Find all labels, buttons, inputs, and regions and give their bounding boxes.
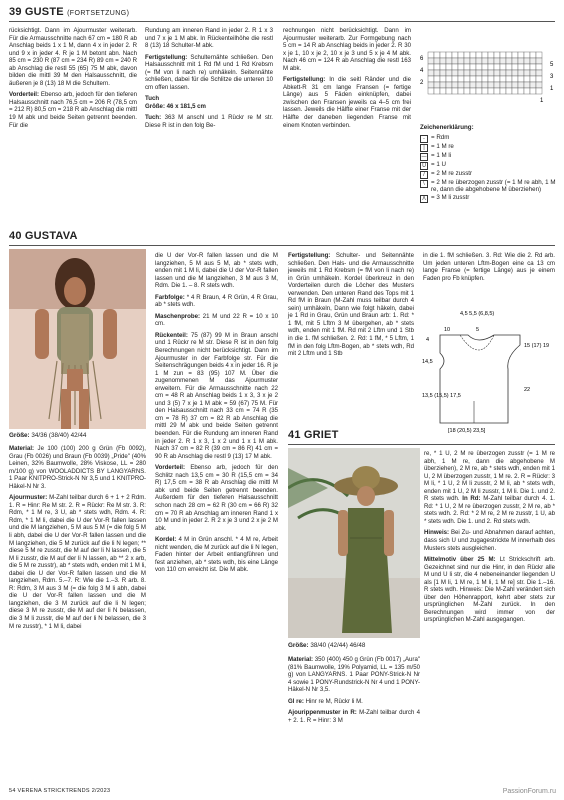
watermark: PassionForum.ru — [502, 788, 556, 795]
chart-cell — [524, 52, 530, 58]
farbfolge-head: Farbfolge: — [155, 293, 185, 301]
chart-cell — [434, 58, 440, 64]
ajourrippen-head: Ajourippenmuster in R: — [288, 709, 357, 717]
chart-cell — [434, 52, 440, 58]
chart-cell — [464, 52, 470, 58]
schematic-label: 22 — [524, 387, 531, 393]
row-label: 5 — [550, 62, 554, 68]
page-footer: 54 VERENA STRICKTRENDS 2/2023 — [9, 788, 111, 794]
row-label: 3 — [550, 74, 554, 80]
legend-text: = 2 M re zusstr — [431, 169, 473, 177]
chart-cell — [482, 82, 488, 88]
ajour-head: Ajourmuster: — [9, 494, 48, 502]
guste-fertig-text: Schulternähte schließen. Den Halsausschnitt mit 1 Rd fM und 1 Rd Krebsm (= fM von li nach re) umhäkeln. Seitennähte schließen, dabei für die Schlitze die unteren 10 cm offen lassen. — [145, 53, 273, 91]
legend-symbol: Λ — [420, 195, 428, 203]
rueckenteil-head: Rückenteil: — [155, 331, 188, 339]
chart-cell — [428, 76, 434, 82]
chart-cell — [440, 88, 446, 94]
chart-cell — [506, 64, 512, 70]
guste-text: Rundung am inneren Rand in jeder 2. R 1 x 3 und 7 x je 1 M abk. In Rückenteilhöhe die restl 8 (13) 18 Schulter-M abk. — [145, 27, 273, 50]
chart-cell — [476, 64, 482, 70]
chart-cell — [476, 70, 482, 76]
chart-cell — [464, 70, 470, 76]
chart-cell — [530, 82, 536, 88]
guste-vorderteil-text: Ebenso arb, jedoch für den tieferen Halsausschnitt nach 76,5 cm = 206 R (78,5 cm = 212 R) 80,5 cm = 218 R ab Anschlag die mittl 19 M abk und beide Seiten getrennt beenden. Für die — [9, 91, 137, 129]
chart-cell — [518, 88, 524, 94]
kordel-text: 4 M in Grün anschl. * 4 M re, Arbeit nicht wenden, die M zurück auf die li N legen, Faden hinter der Arbeit entlangführen und fest anziehen, ab * stets wdh, bis eine Länge von 110 cm erreicht ist. Die M abk. — [155, 536, 278, 574]
guste-text: rechnungen nicht berücksichtigt. Dann im Ajourmuster weiterarb. Zur Formgebung nach 5 cm = 14 R ab Anschlag beids in jeder 2. R 30 x je 1, 10 x je 2, 10 x je 3 und 5 x je 4 M abk. Nach 46 cm = 124 R ab Anschlag die restl 163 M abk. — [283, 27, 411, 72]
chart-cell — [494, 52, 500, 58]
legend-row — [420, 194, 560, 203]
chart-cell — [458, 76, 464, 82]
chart-cell — [470, 70, 476, 76]
chart-cell — [440, 58, 446, 64]
size-label: Größe: — [9, 432, 30, 439]
legend-symbol: / — [420, 171, 428, 179]
chart-cell — [518, 64, 524, 70]
chart-cell — [530, 52, 536, 58]
guste-fertig-head: Fertigstellung: — [145, 53, 188, 61]
chart-cell — [440, 70, 446, 76]
chart-cell — [512, 76, 518, 82]
size-value: 38/40 (42/44) 46/48 — [310, 642, 366, 649]
chart-cell — [482, 52, 488, 58]
row-label: 4 — [420, 68, 424, 74]
chart-cell — [452, 58, 458, 64]
gustava-text: die U der Vor-R fallen lassen und die M langziehen, 5 M aus 5 M, ab * stets wdh, enden mit 1 M li, dabei die U der Vor-R fallen lassen und die M langziehen, 3 M aus 3 M, Rdm. Die 1. – 8. R stets wdh. — [155, 252, 278, 290]
chart-cell — [440, 52, 446, 58]
chart-cell — [452, 76, 458, 82]
chart-cell — [446, 58, 452, 64]
material-head: Material: — [9, 445, 35, 452]
griet-column-2 — [424, 450, 555, 628]
chart-cell — [524, 70, 530, 76]
ajourrippen-text: M-Zahl teilbar durch 4 + 2. 1. R = Hinr: 3 M — [288, 709, 420, 724]
guste-column-3 — [283, 27, 411, 133]
chart-cell — [428, 70, 434, 76]
chart-cell — [428, 52, 434, 58]
ajour-text: M-Zahl teilbar durch 6 + 1 + 2 Rdm. 1. R = Hinr: Re M str. 2. R = Rückr: Re M str. 3. R: Rdm, * 1 M re, 3 U, ab * stets wdh, Rdm. 4. R: Rdm, * 1 M li, dabei die U der Vor-R fallen lassen und die M langziehen, 5 M aus 5 M (= die folg 5 M li abh, dabei die U der Vor-R fallen lassen und die M langziehen, die 5 M zurück auf die li N legen; ** diese 5 M re zusstr, die M auf der li N lassen, die 5 M li zusstr, die M auf der li N lassen, ab ** 2 x arb, die 5 M re zusstr), ab * stets wdh, enden mit 1 M li, dabei die U der Vor-R fallen lassen und die M langziehen, Rdm. 5.–7. R: Wie die 1.–3. R arb. 8. R: Rdm, 3 M aus 3 M (= die folg 3 M li abh, dabei die U der Vor-R fallen lassen und die M langziehen, die 3 M zurück auf die li N legen; diese 3 M re zusstr, die M auf der li N belassen, die 3 M li zusstr, die M auf der li N belassen, die 3 M re zusstr), * 1 M li, dabei — [9, 494, 146, 630]
chart-cell — [506, 88, 512, 94]
chart-cell — [452, 88, 458, 94]
chart-cell — [488, 58, 494, 64]
guste-column-1 — [9, 27, 137, 133]
chart-cell — [506, 76, 512, 82]
chart-cell — [476, 76, 482, 82]
guste-text: rücksichtigt. Dann im Ajourmuster weiterarb. Für die Armausschnitte nach 67 cm = 180 R ab Anschlag beids 1 x 1 M, dann 4 x in jeder 2. R und 9 x in jeder 4. R je 1 M betont abn. Nach 85 cm = 230 R (87 cm = 234 R) 89 cm = 240 R ab Anschlag die restl 55 (65) 75 M abk, davon bilden die mittl 39 M den Halsausschnitt, die äußeren je 8 (13) 18 M die Schultern. — [9, 27, 137, 87]
section-heading-gustava — [9, 230, 78, 242]
chart-cell — [458, 82, 464, 88]
heading-title: 41 GRIET — [288, 429, 339, 441]
chart-cell — [428, 88, 434, 94]
legend-symbol: \ — [420, 180, 428, 188]
chart-cell — [536, 76, 542, 82]
material-head: Material: — [288, 656, 314, 663]
in-rd-head: In Rd: — [462, 495, 481, 503]
section-rule — [9, 245, 555, 246]
chart-cell — [518, 82, 524, 88]
chart-cell — [500, 58, 506, 64]
chart-cell — [512, 88, 518, 94]
hinweis-head: Hinweis: — [424, 529, 450, 537]
chart-cell — [488, 76, 494, 82]
chart-cell — [470, 88, 476, 94]
section-heading-griet — [288, 429, 339, 441]
chart-cell — [506, 52, 512, 58]
chart-cell — [428, 64, 434, 70]
chart-cell — [440, 82, 446, 88]
griet-column-1 — [288, 656, 420, 728]
legend-row — [420, 152, 560, 161]
legend-symbol: — — [421, 153, 427, 160]
chart-cell — [446, 70, 452, 76]
kordel-head: Kordel: — [155, 536, 177, 544]
chart-cell — [470, 52, 476, 58]
legend-row — [420, 134, 560, 143]
chart-cell — [530, 70, 536, 76]
legend-row — [420, 179, 560, 194]
griet-size-caption — [288, 642, 420, 650]
guste-fertig2-text: In die seitl Ränder und die Abkett-R 31 cm lange Fransen (= fertige Länge) aus 5 Fäden einknüpfen, dabei zwischen den Fransen jeweils ca 4–5 cm frei lassen. Jeweils die Hälfte einer Franse mit der Hälfte der daneben liegenden Franse mit einem Knoten verbinden. — [283, 76, 411, 129]
gustava-column-2 — [155, 252, 278, 578]
chart-cell — [458, 64, 464, 70]
chart-cell — [494, 70, 500, 76]
chart-cell — [506, 70, 512, 76]
chart-cell — [512, 52, 518, 58]
chart-cell — [446, 76, 452, 82]
chart-cell — [494, 82, 500, 88]
chart-cell — [470, 64, 476, 70]
chart-cell — [518, 52, 524, 58]
knitting-chart — [420, 50, 560, 122]
chart-cell — [488, 52, 494, 58]
glatt-rechts-text: Hinr re M, Rückr li M. — [305, 697, 363, 705]
fertigstellung-head: Fertigstellung: — [288, 252, 331, 259]
griet-photo — [288, 448, 420, 638]
chart-cell — [524, 82, 530, 88]
chart-cell — [434, 82, 440, 88]
chart-cell — [524, 76, 530, 82]
chart-cell — [428, 82, 434, 88]
heading-title: 39 GUSTE — [9, 6, 64, 18]
guste-tuch-text: 363 M anschl und 1 Rückr re M str. Diese R ist in den folg Be- — [145, 114, 273, 130]
chart-cell — [530, 58, 536, 64]
size-value: 34/36 (38/40) 42/44 — [31, 432, 87, 439]
guste-tuch-size: Größe: 46 x 181,5 cm — [145, 102, 206, 110]
chart-cell — [464, 88, 470, 94]
vorderteil-text: Ebenso arb, jedoch für den Schlitz nach 13,5 cm = 30 R (15,5 cm = 34 R) 17,5 cm = 38 R ab Anschlag die mittl M abk und beide Seiten getrennt beenden. Außerdem für den tieferen Halsausschnitt schon nach 28 cm = 62 R (30 cm = 66 R) 32 cm = 70 R ab Anschlag am inneren Rand 1 x 10 M und in jeder 2. R 2 x je 3 und 2 x je 2 M abk. — [155, 464, 278, 532]
guste-tuch-head: Tuch — [145, 95, 160, 103]
chart-cell — [518, 76, 524, 82]
chart-cell — [488, 64, 494, 70]
legend-symbol: U — [420, 162, 428, 170]
gustava-column-3 — [288, 252, 414, 362]
chart-cell — [434, 88, 440, 94]
heading-title: 40 GUSTAVA — [9, 230, 78, 242]
chart-cell — [446, 82, 452, 88]
chart-cell — [506, 58, 512, 64]
chart-cell — [524, 64, 530, 70]
chart-cell — [440, 76, 446, 82]
chart-cell — [476, 58, 482, 64]
chart-cell — [464, 64, 470, 70]
chart-cell — [434, 76, 440, 82]
gustava-photo — [9, 249, 146, 429]
legend-text: = 1 M li — [431, 151, 452, 159]
chart-cell — [518, 58, 524, 64]
chart-cell — [536, 70, 542, 76]
row-label: 2 — [420, 80, 424, 86]
chart-cell — [536, 58, 542, 64]
chart-cell — [464, 82, 470, 88]
chart-cell — [452, 52, 458, 58]
chart-cell — [446, 64, 452, 70]
chart-cell — [464, 76, 470, 82]
maschenprobe-head: Maschenprobe: — [155, 312, 201, 320]
chart-cell — [482, 88, 488, 94]
guste-vorderteil-head: Vorderteil: — [9, 91, 40, 99]
schematic-label: 14,5 — [422, 359, 433, 365]
chart-cell — [536, 64, 542, 70]
gustava-text: in die 1. fM schließen. 3. Rd: Wie die 2. Rd arb. Um jeden unteren Lftm-Bogen eine ca 13 cm lange Franse (= fertige Länge) aus je einem Faden pro Fb knüpfen. — [423, 252, 555, 282]
chart-cell — [488, 88, 494, 94]
size-label: Größe: — [288, 642, 309, 649]
chart-cell — [536, 52, 542, 58]
chart-cell — [470, 58, 476, 64]
legend-text: = 3 M li zusstr — [431, 193, 470, 201]
chart-cell — [440, 64, 446, 70]
schematic-label: [18 (20,5) 23,5] — [448, 428, 486, 434]
griet-text: re, * 1 U, 2 M re überzogen zusstr (= 1 M re abh, 1 M re, dann die abgehobene M überziehen), 2 M re, ab * stets wdh, enden mit 1 U, 2 M überzogen zusstr, 1 M re. 2. R = Rückr: 3 M li, * 1 U, 2 M li zusstr, 2 M li, ab * stets wdh, enden mit 1 U, 2 M li zusstr, 1 M li. Die 1. und 2. R stets wdh. — [424, 450, 555, 503]
legend-row — [420, 161, 560, 170]
chart-cell — [500, 70, 506, 76]
chart-cell — [434, 64, 440, 70]
hinweis-text: Bei Zu- und Abnahmen darauf achten, dass sich U und zugagestrickte M innerhalb des Musters stets ausgleichen. — [424, 529, 555, 552]
chart-cell — [470, 76, 476, 82]
material-text: 350 (400) 450 g Grün (Fb 0017) „Aura" (81% Baumwolle, 19% Polyamid, LL = 135 m/50 g) von LANGYARNS. 1 Paar PONY-Strick-N Nr 4 sowie 1 PONY-Rundstrick-N Nr 4 und 1 PONY-Häkel-N Nr 3,5. — [288, 656, 421, 694]
legend-text: = 2 M re überzogen zusstr (= 1 M re abh, 1 M re, dann die abgehobene M überziehen) — [431, 178, 556, 194]
fertigstellung-text: Schulter- und Seitennähte schließen. Den Hals- und die Armausschnitte jeweils mit 1 Rd Krebsm (= fM von li nach re) in Grün umhäkeln. Kordel überkreuz in den Vorderteilen durch die Löcher des Musters verwenden. Den unteren Rand des Tops mit 1 Rd fM in Braun (M-Zahl muss teilbar durch 4 sein) umhäkeln, Dann wie folgt häkeln, dabei je 1 Rd in Grau, Grün und Braun arb: 1. Rd: * 1 fM, mit 5 Lftm 3 M übergehen, ab * stets wdh, enden mit 1 fM. Rd mit 2 Lftm und 1 Stb in die 1. fM schließen. 2. Rd: 1 fM, * 5 Lftm, 1 fM in den folg Lftm-Bogen, ab * stets wdh, Rd mit 2 Lftm und 1 Stb — [288, 252, 414, 358]
chart-cell — [500, 88, 506, 94]
chart-cell — [524, 58, 530, 64]
chart-cell — [518, 70, 524, 76]
chart-cell — [482, 70, 488, 76]
chart-cell — [434, 70, 440, 76]
row-label: 6 — [420, 56, 424, 62]
mittelmotiv-text: Lt Strickschrift arb. Gezeichnet sind nur die Hinr, in den Rückr alle M und U li str, die 4 nebeneinander liegenden U als [1 M li, 1 M re, 1 M li, 1 M re] str. Die 1.–16. R stets wdh. Hinweis: Die M-Zahl verändert sich über den Höhenrapport, kehrt aber stets zur ursprünglichen M-Zahl zurück. In den Berechnungen wird immer von der ursprünglichen M-Zahl ausgegangen. — [424, 556, 555, 624]
chart-cell — [464, 58, 470, 64]
chart-cell — [530, 88, 536, 94]
in-rd-text: M-Zahl teilbar durch 4. 1. Rd: * 1 U, 2 M re überzogen zusstr, 2 M re, ab * stets wdh. 2. Rd: * 2 M re, 2 M re zusstr, 1 U, ab * stets wdh. Die 1. und 2. Rd stets wdh. — [424, 495, 555, 525]
chart-cell — [512, 82, 518, 88]
chart-cell — [476, 82, 482, 88]
chart-cell — [476, 88, 482, 94]
chart-cell — [512, 64, 518, 70]
schematic-label: 4 — [426, 337, 430, 343]
chart-cell — [470, 82, 476, 88]
chart-grid — [428, 52, 542, 94]
chart-cell — [506, 82, 512, 88]
guste-tuch-label: Tuch: — [145, 114, 162, 122]
rueckenteil-text: 75 (87) 99 M in Braun anschl und 1 Rückr re M str. Diese R ist in den folg Berechnungen nicht berücksichtigt. Dann im Ajourmuster in der Farbfolge str. Für die Seitenschrägungen beids 4 x in jeder 16. R je 1 M zun = 83 (95) 107 M. Über die zugenommenen M das Ajourmuster erweitern. Für die Armausschnitte nach 22 cm = 48 R ab Anschlag beids 1 x 3, 3 x je 2 und 3 (5) 7 x je 1 M abk = 59 (67) 75 M. Für den Halsausschnitt nach 33 cm = 74 R (35 cm = 78 R) 37 cm = 82 R ab Anschlag die mittl 29 M abk und beide Seiten getrennt beenden. Für die Rundung am inneren Rand in jeder 2. R 1 x 3, 1 x 2 und 1 x 1 M abk. Nach 37 cm = 82 R (39 cm = 86 R) 41 cm = 90 R ab Anschlag die restl 9 (13) 17 M abk. — [155, 331, 278, 460]
gustava-size-caption — [9, 432, 146, 440]
chart-cell — [512, 58, 518, 64]
schematic-label: 10 — [444, 327, 451, 333]
section-heading-guste — [9, 6, 129, 18]
chart-cell — [512, 70, 518, 76]
chart-cell — [452, 64, 458, 70]
chart-cell — [482, 76, 488, 82]
legend-row — [420, 143, 560, 152]
chart-cell — [530, 64, 536, 70]
vorderteil-head: Vorderteil: — [155, 464, 186, 472]
chart-cell — [494, 58, 500, 64]
legend-row — [420, 170, 560, 179]
chart-cell — [500, 64, 506, 70]
material-text: Je 100 (100) 200 g Grün (Fb 0092), Grau (Fb 0026) und Braun (Fb 0039) „Pride" (40% Leinen, 32% Baumwolle, 28% Viskose, LL = 280 m/100 g) von WOOLADDICTS BY LANGYARNS. 1 Paar KNITPRO-Strick-N Nr 3,5 und 1 KNITPRO-Häkel-N Nr 3. — [9, 445, 146, 490]
gustava-column-1 — [9, 445, 146, 634]
chart-cell — [458, 58, 464, 64]
schematic-label: 13,5 (15,5) 17,5 — [422, 393, 461, 399]
chart-cell — [476, 52, 482, 58]
chart-cell — [452, 70, 458, 76]
chart-cell — [446, 52, 452, 58]
legend-symbol: | — [420, 144, 428, 152]
chart-cell — [488, 70, 494, 76]
legend-title: Zeichenerklärung: — [420, 124, 474, 131]
chart-cell — [500, 76, 506, 82]
chart-cell — [482, 58, 488, 64]
chart-cell — [458, 88, 464, 94]
row-label: 1 — [550, 86, 554, 92]
col-label: 1 — [540, 98, 544, 104]
mittelmotiv-head: Mittelmotiv über 25 M: — [424, 556, 496, 564]
chart-cell — [500, 82, 506, 88]
legend-text: = 1 M re — [431, 142, 454, 150]
maschenprobe-text: 21 M und 22 R = 10 x 10 cm. — [155, 312, 278, 328]
chart-cell — [494, 64, 500, 70]
glatt-rechts-head: Gl re: — [288, 697, 304, 705]
schematic-label: 5 — [476, 327, 480, 333]
guste-column-2 — [145, 27, 273, 134]
guste-fertig2-head: Fertigstellung: — [283, 76, 326, 84]
legend-text: = 1 U — [431, 160, 446, 168]
chart-cell — [494, 88, 500, 94]
chart-cell — [452, 82, 458, 88]
schematic-label: 15 (17) 19 — [524, 343, 550, 349]
chart-cell — [536, 88, 542, 94]
chart-cell — [458, 70, 464, 76]
legend-symbol: - — [420, 135, 428, 143]
chart-cell — [524, 88, 530, 94]
gustava-column-4 — [423, 252, 555, 286]
chart-legend — [420, 124, 560, 203]
chart-cell — [500, 52, 506, 58]
chart-cell — [530, 76, 536, 82]
chart-cell — [488, 82, 494, 88]
chart-cell — [428, 58, 434, 64]
chart-cell — [482, 64, 488, 70]
gustava-schematic — [420, 305, 555, 435]
schematic-label: 4,5 5,5 (6,8,5) — [460, 311, 495, 317]
heading-subtitle: (FORTSETZUNG) — [67, 10, 130, 17]
chart-cell — [458, 52, 464, 58]
chart-cell — [494, 76, 500, 82]
section-rule — [9, 21, 555, 22]
chart-cell — [536, 82, 542, 88]
section-rule — [288, 444, 555, 445]
chart-cell — [446, 88, 452, 94]
legend-text: = Rdm — [431, 133, 450, 141]
farbfolge-text: * 4 R Braun, 4 R Grün, 4 R Grau, ab * stets wdh. — [155, 293, 278, 309]
